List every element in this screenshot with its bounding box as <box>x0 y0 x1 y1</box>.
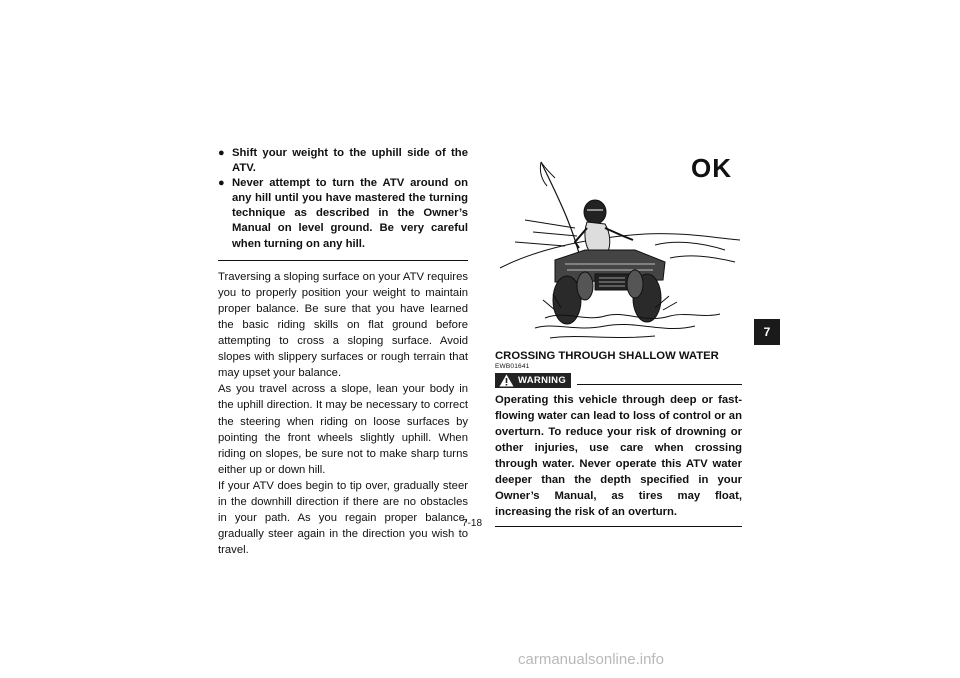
page-number: 7-18 <box>462 518 483 529</box>
bullet-list <box>218 146 468 252</box>
chapter-tab: 7 <box>754 319 780 345</box>
bullet-item: ● Never attempt to turn the ATV around on any hill until you have mastered the turning technique as described in the Owner’s Manual on level ground. Be very careful when turning on any hill. <box>218 177 468 250</box>
body-paragraph: As you travel across a slope, lean your body in the uphill direction. It may be necessary to correct the steering when riding on loose surfaces by pointing the front wheels slightly uphill. When riding on slopes, be sure not to make sharp turns either up or down hill. <box>218 383 468 476</box>
warning-end-rule <box>495 526 742 527</box>
warning-rule <box>577 384 742 385</box>
left-column <box>218 146 468 558</box>
section-title: CROSSING THROUGH SHALLOW WATER <box>495 350 719 362</box>
right-column <box>495 150 742 527</box>
body-paragraph: If your ATV does begin to tip over, gradually steer in the downhill direction if there are no obstacles in your path. As you regain proper balance, gradually steer again in the direction you wish to travel. <box>218 479 468 557</box>
warning-badge <box>495 373 571 388</box>
section-divider <box>218 260 468 261</box>
body-paragraph: Traversing a sloping surface on your ATV requires you to properly position your weight to maintain proper balance. Be sure that you have learned the basic riding skills on flat ground before attempting to cross a sloping surface. Avoid slopes with slippery surfaces or rough terrain that may upset your balance. <box>218 270 468 380</box>
bullet-item: ● Shift your weight to the uphill side of the ATV. <box>218 147 468 175</box>
bullet-icon: ● <box>218 147 225 159</box>
bullet-icon: ● <box>218 177 225 190</box>
warning-header <box>495 372 742 388</box>
warning-label: WARNING <box>518 374 567 386</box>
atv-illustration <box>495 150 742 346</box>
warning-code: EWB01641 <box>495 363 530 370</box>
warning-triangle-icon <box>499 374 514 387</box>
ok-label: OK <box>691 153 732 183</box>
warning-text: Operating this vehicle through deep or fast-flowing water can lead to loss of control or an overturn. To reduce your risk of drowning or other injuries, use care when crossing through water. Never operate this ATV water deeper than the depth specified in your Owner’s Manual, as tires may float, increasing the risk of an overturn. <box>495 394 742 518</box>
watermark: carmanualsonline.info <box>518 651 664 668</box>
